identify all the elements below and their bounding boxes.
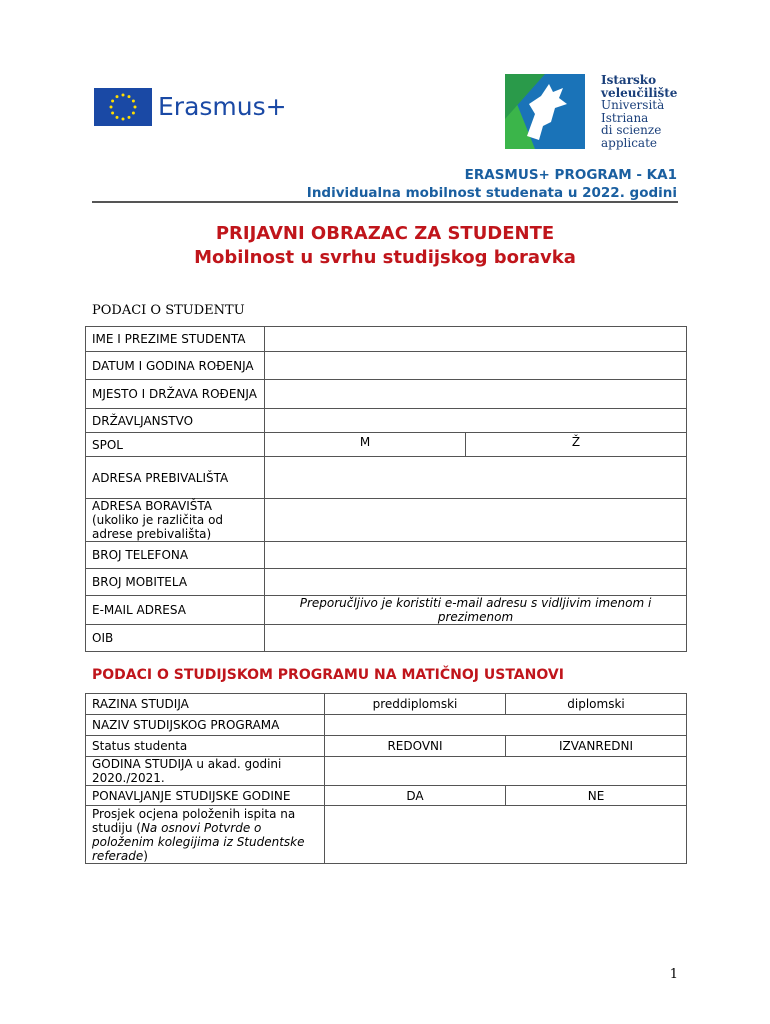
student-section-heading: PODACI O STUDENTU [92, 303, 245, 318]
table-row [86, 457, 687, 499]
citizenship-field[interactable] [265, 409, 687, 433]
mobile-label: BROJ MOBITELA [86, 569, 265, 596]
page-number: 1 [669, 967, 678, 982]
table-row [86, 433, 687, 457]
residence-label: ADRESA PREBIVALIŠTA [86, 457, 265, 499]
stay-address-field[interactable] [265, 499, 687, 542]
oib-label: OIB [86, 625, 265, 652]
program-data-table [85, 693, 687, 864]
status-label: Status studenta [86, 736, 325, 757]
phone-label: BROJ TELEFONA [86, 542, 265, 569]
gender-female-option[interactable]: Ž [466, 433, 687, 457]
institution-logo [505, 74, 685, 150]
birth-date-label: DATUM I GODINA ROĐENJA [86, 352, 265, 380]
gender-label: SPOL [86, 433, 265, 457]
table-row [86, 569, 687, 596]
erasmus-wordmark: Erasmus+ [158, 92, 287, 121]
program-name-field[interactable] [325, 715, 687, 736]
repeat-no-option[interactable]: NE [506, 786, 687, 806]
form-title-main: PRIJAVNI OBRAZAC ZA STUDENTE [215, 223, 555, 244]
citizenship-label: DRŽAVLJANSTVO [86, 409, 265, 433]
email-label: E-MAIL ADRESA [86, 596, 265, 625]
table-row [86, 786, 687, 806]
birth-date-field[interactable] [265, 352, 687, 380]
table-row [86, 542, 687, 569]
form-title-sub: Mobilnost u svrhu studijskog boravka [194, 247, 576, 268]
program-subtitle: Individualna mobilnost studenata u 2022. godini [306, 185, 677, 201]
table-row [86, 806, 687, 864]
birth-place-field[interactable] [265, 380, 687, 409]
table-row [86, 625, 687, 652]
email-field[interactable]: Preporučljivo je koristiti e-mail adresu s vidljivim imenom i prezimenom [265, 596, 687, 625]
table-row [86, 736, 687, 757]
gender-male-option[interactable]: M [265, 433, 466, 457]
study-year-field[interactable] [325, 757, 687, 786]
study-year-label: GODINA STUDIJA u akad. godini 2020./2021. [86, 757, 325, 786]
form-title [0, 222, 770, 270]
level-grad-option[interactable]: diplomski [506, 694, 687, 715]
level-undergrad-option[interactable]: preddiplomski [325, 694, 506, 715]
birth-place-label: MJESTO I DRŽAVA ROĐENJA [86, 380, 265, 409]
table-row [86, 499, 687, 542]
status-parttime-option[interactable]: IZVANREDNI [506, 736, 687, 757]
goat-emblem-icon [505, 74, 585, 149]
table-row [86, 694, 687, 715]
program-section-heading: PODACI O STUDIJSKOM PROGRAMU NA MATIČNOJ USTANOVI [92, 667, 564, 683]
table-row [86, 757, 687, 786]
phone-field[interactable] [265, 542, 687, 569]
erasmus-logo [94, 88, 294, 128]
residence-field[interactable] [265, 457, 687, 499]
program-name-label: NAZIV STUDIJSKOG PROGRAMA [86, 715, 325, 736]
eu-flag-icon [94, 88, 152, 126]
oib-field[interactable] [265, 625, 687, 652]
repeat-label: PONAVLJANJE STUDIJSKE GODINE [86, 786, 325, 806]
table-row [86, 409, 687, 433]
status-fulltime-option[interactable]: REDOVNI [325, 736, 506, 757]
institution-name: Istarsko veleučilište Università Istriana di scienze applicate [601, 73, 678, 150]
table-row [86, 327, 687, 352]
repeat-yes-option[interactable]: DA [325, 786, 506, 806]
name-label: IME I PREZIME STUDENTA [86, 327, 265, 352]
header-divider [92, 201, 678, 203]
stay-address-label: ADRESA BORAVIŠTA (ukoliko je različita od adrese prebivališta) [86, 499, 265, 542]
program-heading [307, 166, 677, 202]
level-label: RAZINA STUDIJA [86, 694, 325, 715]
student-data-table [85, 326, 687, 652]
table-row [86, 715, 687, 736]
program-title: ERASMUS+ PROGRAM - KA1 [464, 167, 677, 183]
table-row [86, 352, 687, 380]
mobile-field[interactable] [265, 569, 687, 596]
avg-grade-label: Prosjek ocjena položenih ispita na studiju (Na osnovi Potvrde o položenim kolegijima iz Studentske referade) [86, 806, 325, 864]
name-field[interactable] [265, 327, 687, 352]
table-row [86, 380, 687, 409]
table-row [86, 596, 687, 625]
avg-grade-field[interactable] [325, 806, 687, 864]
